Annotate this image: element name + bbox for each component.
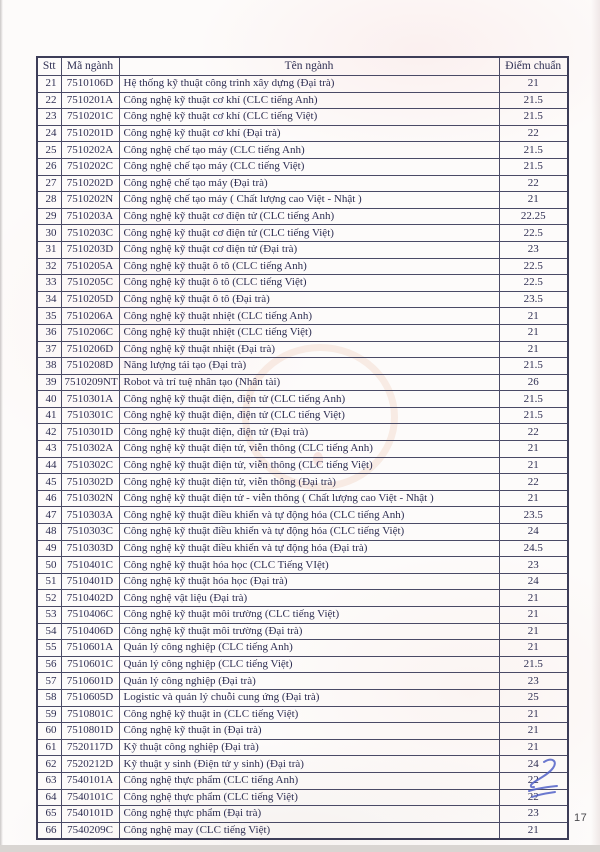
row-number-cell: 40	[37, 391, 61, 408]
major-name-cell: Công nghệ kỹ thuật môi trường (CLC tiếng Việt)	[119, 607, 499, 624]
major-name-cell: Kỹ thuật công nghiệp (Đại trà)	[119, 739, 499, 756]
major-code-cell: 7510303D	[61, 540, 119, 557]
row-number-cell: 47	[37, 507, 61, 524]
row-number-cell: 30	[37, 225, 61, 242]
row-number-cell: 21	[37, 76, 61, 93]
column-header-major-code: Mã ngành	[61, 57, 119, 76]
major-code-cell: 7510801C	[61, 706, 119, 723]
major-code-cell: 7510209NT	[61, 374, 119, 391]
score-cell: 22.5	[499, 225, 568, 242]
major-name-cell: Công nghệ kỹ thuật cơ khí (CLC tiếng Việt)	[119, 109, 499, 126]
table-row	[37, 275, 568, 292]
major-code-cell: 7510201C	[61, 109, 119, 126]
row-number-cell: 39	[37, 374, 61, 391]
score-cell: 21	[499, 308, 568, 325]
major-name-cell: Công nghệ kỹ thuật in (CLC tiếng Việt)	[119, 706, 499, 723]
row-number-cell: 65	[37, 806, 61, 823]
major-name-cell: Công nghệ thực phẩm (CLC tiếng Anh)	[119, 772, 499, 789]
major-code-cell: 7510202C	[61, 158, 119, 175]
score-cell: 21	[499, 623, 568, 640]
table-row	[37, 241, 568, 258]
major-name-cell: Hệ thống kỹ thuật công trình xây dựng (Đại trà)	[119, 76, 499, 93]
table-row	[37, 358, 568, 375]
major-name-cell: Công nghệ kỹ thuật ô tô (CLC tiếng Việt)	[119, 275, 499, 292]
table-row	[37, 607, 568, 624]
table-row	[37, 756, 568, 773]
table-row	[37, 689, 568, 706]
row-number-cell: 36	[37, 324, 61, 341]
table-row	[37, 772, 568, 789]
score-cell: 21.5	[499, 407, 568, 424]
major-code-cell: 7510203A	[61, 208, 119, 225]
major-code-cell: 7510302D	[61, 474, 119, 491]
score-cell: 21.5	[499, 92, 568, 109]
major-code-cell: 7510302C	[61, 457, 119, 474]
table-row	[37, 391, 568, 408]
table-row	[37, 324, 568, 341]
table-row	[37, 540, 568, 557]
score-cell: 21	[499, 441, 568, 458]
row-number-cell: 34	[37, 291, 61, 308]
major-code-cell: 7510303C	[61, 524, 119, 541]
handwritten-signature-mark	[520, 756, 572, 806]
score-cell: 24	[499, 524, 568, 541]
row-number-cell: 50	[37, 557, 61, 574]
table-row	[37, 706, 568, 723]
table-row	[37, 623, 568, 640]
score-cell: 21	[499, 607, 568, 624]
major-name-cell: Công nghệ kỹ thuật cơ điện tử (CLC tiếng Anh)	[119, 208, 499, 225]
column-header-stt: Stt	[37, 57, 61, 76]
major-name-cell: Công nghệ kỹ thuật điều khiển và tự động hóa (CLC tiếng Anh)	[119, 507, 499, 524]
major-name-cell: Công nghệ kỹ thuật điện, điện tử (CLC tiếng Anh)	[119, 391, 499, 408]
table-row	[37, 474, 568, 491]
table-row	[37, 656, 568, 673]
major-code-cell: 7510406C	[61, 607, 119, 624]
major-code-cell: 7510206D	[61, 341, 119, 358]
major-code-cell: 7510301D	[61, 424, 119, 441]
major-name-cell: Công nghệ kỹ thuật cơ khí (Đại trà)	[119, 125, 499, 142]
table-row	[37, 341, 568, 358]
table-row	[37, 76, 568, 93]
score-cell: 21	[499, 739, 568, 756]
row-number-cell: 35	[37, 308, 61, 325]
major-name-cell: Công nghệ kỹ thuật điện tử, viễn thông (CLC tiếng Việt)	[119, 457, 499, 474]
score-cell: 22	[499, 125, 568, 142]
table-row	[37, 441, 568, 458]
page-number: 17	[574, 812, 588, 824]
table-row	[37, 175, 568, 192]
major-code-cell: 7510205D	[61, 291, 119, 308]
major-name-cell: Công nghệ kỹ thuật nhiệt (CLC tiếng Anh)	[119, 308, 499, 325]
table-row	[37, 457, 568, 474]
table-row	[37, 374, 568, 391]
major-code-cell: 7510401C	[61, 557, 119, 574]
major-name-cell: Công nghệ kỹ thuật hóa học (CLC Tiếng VIệt)	[119, 557, 499, 574]
row-number-cell: 23	[37, 109, 61, 126]
major-name-cell: Công nghệ kỹ thuật in (Đại trà)	[119, 723, 499, 740]
major-code-cell: 7510801D	[61, 723, 119, 740]
major-code-cell: 7510605D	[61, 689, 119, 706]
row-number-cell: 66	[37, 822, 61, 839]
major-code-cell: 7510301A	[61, 391, 119, 408]
row-number-cell: 57	[37, 673, 61, 690]
table-row	[37, 557, 568, 574]
row-number-cell: 56	[37, 656, 61, 673]
score-cell: 21.5	[499, 358, 568, 375]
major-code-cell: 7510601D	[61, 673, 119, 690]
major-name-cell: Logistic và quản lý chuỗi cung ứng (Đại trà)	[119, 689, 499, 706]
row-number-cell: 46	[37, 490, 61, 507]
row-number-cell: 26	[37, 158, 61, 175]
major-name-cell: Kỹ thuật y sinh (Điện tử y sinh) (Đại trà)	[119, 756, 499, 773]
major-code-cell: 7510301C	[61, 407, 119, 424]
major-name-cell: Công nghệ kỹ thuật ô tô (Đại trà)	[119, 291, 499, 308]
table-row	[37, 109, 568, 126]
major-name-cell: Công nghệ chế tạo máy (Đại trà)	[119, 175, 499, 192]
major-name-cell: Công nghệ kỹ thuật điều khiển và tự động hóa (CLC tiếng Việt)	[119, 524, 499, 541]
table-row	[37, 789, 568, 806]
table-row	[37, 158, 568, 175]
row-number-cell: 24	[37, 125, 61, 142]
row-number-cell: 41	[37, 407, 61, 424]
score-cell: 21.5	[499, 656, 568, 673]
score-cell: 22.5	[499, 275, 568, 292]
major-code-cell: 7510201D	[61, 125, 119, 142]
score-cell: 21	[499, 192, 568, 209]
table-row	[37, 490, 568, 507]
table-row	[37, 822, 568, 839]
major-code-cell: 7510202A	[61, 142, 119, 159]
score-cell: 21	[499, 457, 568, 474]
major-name-cell: Công nghệ kỹ thuật nhiệt (Đại trà)	[119, 341, 499, 358]
major-name-cell: Quản lý công nghiệp (Đại trà)	[119, 673, 499, 690]
table-row	[37, 92, 568, 109]
row-number-cell: 29	[37, 208, 61, 225]
major-name-cell: Công nghệ chế tạo máy (CLC tiếng Anh)	[119, 142, 499, 159]
table-row	[37, 208, 568, 225]
row-number-cell: 60	[37, 723, 61, 740]
row-number-cell: 61	[37, 739, 61, 756]
score-cell: 23.5	[499, 507, 568, 524]
score-cell: 21	[499, 723, 568, 740]
row-number-cell: 28	[37, 192, 61, 209]
score-cell: 21	[499, 76, 568, 93]
major-code-cell: 7510202D	[61, 175, 119, 192]
score-cell: 22	[499, 474, 568, 491]
major-code-cell: 7510601A	[61, 640, 119, 657]
column-header-score: Điểm chuẩn	[499, 57, 568, 76]
major-name-cell: Quản lý công nghiệp (CLC tiếng Việt)	[119, 656, 499, 673]
major-name-cell: Công nghệ kỹ thuật cơ khí (CLC tiếng Anh)	[119, 92, 499, 109]
table-row	[37, 291, 568, 308]
score-cell: 24	[499, 573, 568, 590]
table-row	[37, 673, 568, 690]
row-number-cell: 33	[37, 275, 61, 292]
major-code-cell: 7510206A	[61, 308, 119, 325]
table-row	[37, 192, 568, 209]
column-header-major-name: Tên ngành	[119, 57, 499, 76]
row-number-cell: 27	[37, 175, 61, 192]
row-number-cell: 37	[37, 341, 61, 358]
major-name-cell: Quản lý công nghiệp (CLC tiếng Anh)	[119, 640, 499, 657]
major-name-cell: Công nghệ thực phẩm (Đại trà)	[119, 806, 499, 823]
row-number-cell: 53	[37, 607, 61, 624]
row-number-cell: 62	[37, 756, 61, 773]
score-cell: 22	[499, 789, 568, 806]
major-code-cell: 7510302A	[61, 441, 119, 458]
major-code-cell: 7520117D	[61, 739, 119, 756]
score-cell: 21	[499, 706, 568, 723]
major-code-cell: 7510202N	[61, 192, 119, 209]
major-code-cell: 7510106D	[61, 76, 119, 93]
row-number-cell: 52	[37, 590, 61, 607]
score-cell: 23.5	[499, 291, 568, 308]
row-number-cell: 48	[37, 524, 61, 541]
major-name-cell: Công nghệ kỹ thuật điều khiển và tự động hóa (Đại trà)	[119, 540, 499, 557]
score-cell: 21	[499, 490, 568, 507]
row-number-cell: 54	[37, 623, 61, 640]
score-cell: 21.5	[499, 391, 568, 408]
row-number-cell: 63	[37, 772, 61, 789]
score-cell: 21.5	[499, 109, 568, 126]
major-code-cell: 7510203D	[61, 241, 119, 258]
score-cell: 24	[499, 756, 568, 773]
major-code-cell: 7540101C	[61, 789, 119, 806]
major-code-cell: 7540101D	[61, 806, 119, 823]
table-body	[37, 76, 568, 840]
row-number-cell: 38	[37, 358, 61, 375]
major-code-cell: 7510303A	[61, 507, 119, 524]
score-cell: 21	[499, 324, 568, 341]
table-row	[37, 524, 568, 541]
row-number-cell: 51	[37, 573, 61, 590]
major-name-cell: Công nghệ vật liệu (Đại trà)	[119, 590, 499, 607]
score-cell: 21	[499, 822, 568, 839]
major-code-cell: 7510205C	[61, 275, 119, 292]
row-number-cell: 45	[37, 474, 61, 491]
admission-scores-table	[36, 56, 569, 840]
major-name-cell: Công nghệ kỹ thuật nhiệt (CLC tiếng Việt)	[119, 324, 499, 341]
score-cell: 22	[499, 175, 568, 192]
row-number-cell: 58	[37, 689, 61, 706]
major-name-cell: Công nghệ kỹ thuật cơ điện tử (Đại trà)	[119, 241, 499, 258]
major-code-cell: 7510402D	[61, 590, 119, 607]
major-name-cell: Công nghệ chế tạo máy (CLC tiếng Việt)	[119, 158, 499, 175]
major-code-cell: 7510206C	[61, 324, 119, 341]
score-cell: 25	[499, 689, 568, 706]
table-row	[37, 125, 568, 142]
table-row	[37, 407, 568, 424]
table-row	[37, 723, 568, 740]
major-name-cell: Công nghệ kỹ thuật điện tử - viễn thông ( Chất lượng cao Việt - Nhật )	[119, 490, 499, 507]
major-name-cell: Công nghệ kỹ thuật hóa học (Đại trà)	[119, 573, 499, 590]
table-row	[37, 258, 568, 275]
major-name-cell: Công nghệ may (CLC tiếng Việt)	[119, 822, 499, 839]
row-number-cell: 59	[37, 706, 61, 723]
score-cell: 23	[499, 241, 568, 258]
table-row	[37, 308, 568, 325]
row-number-cell: 43	[37, 441, 61, 458]
major-name-cell: Công nghệ kỹ thuật điện, điện tử (Đại trà)	[119, 424, 499, 441]
major-code-cell: 7510601C	[61, 656, 119, 673]
row-number-cell: 31	[37, 241, 61, 258]
major-name-cell: Công nghệ kỹ thuật điện tử, viễn thông (CLC tiếng Anh)	[119, 441, 499, 458]
row-number-cell: 64	[37, 789, 61, 806]
table-row	[37, 739, 568, 756]
table-header-row	[37, 57, 568, 76]
major-code-cell: 7510401D	[61, 573, 119, 590]
major-code-cell: 7510201A	[61, 92, 119, 109]
score-cell: 21	[499, 640, 568, 657]
score-cell: 23	[499, 806, 568, 823]
major-name-cell: Công nghệ kỹ thuật ô tô (CLC tiếng Anh)	[119, 258, 499, 275]
score-cell: 22	[499, 424, 568, 441]
major-name-cell: Công nghệ kỹ thuật điện, điện tử (CLC tiếng Việt)	[119, 407, 499, 424]
major-name-cell: Công nghệ kỹ thuật điện tử, viễn thông (Đại trà)	[119, 474, 499, 491]
table-row	[37, 142, 568, 159]
score-cell: 21.5	[499, 158, 568, 175]
table-row	[37, 424, 568, 441]
major-code-cell: 7520212D	[61, 756, 119, 773]
score-cell: 21	[499, 590, 568, 607]
row-number-cell: 42	[37, 424, 61, 441]
page-edge-left	[0, 0, 3, 852]
major-code-cell: 7510203C	[61, 225, 119, 242]
table-row	[37, 507, 568, 524]
major-code-cell: 7510406D	[61, 623, 119, 640]
row-number-cell: 49	[37, 540, 61, 557]
score-cell: 21	[499, 341, 568, 358]
major-name-cell: Năng lượng tái tạo (Đại trà)	[119, 358, 499, 375]
major-code-cell: 7540101A	[61, 772, 119, 789]
score-cell: 22.5	[499, 258, 568, 275]
major-name-cell: Công nghệ thực phẩm (CLC tiếng Việt)	[119, 789, 499, 806]
score-cell: 23	[499, 673, 568, 690]
row-number-cell: 25	[37, 142, 61, 159]
table-row	[37, 640, 568, 657]
major-name-cell: Công nghệ chế tạo máy ( Chất lượng cao Việt - Nhật )	[119, 192, 499, 209]
score-cell: 22	[499, 772, 568, 789]
row-number-cell: 32	[37, 258, 61, 275]
row-number-cell: 55	[37, 640, 61, 657]
major-code-cell: 7540209C	[61, 822, 119, 839]
score-cell: 26	[499, 374, 568, 391]
page-edge-bottom	[0, 845, 600, 852]
major-code-cell: 7510208D	[61, 358, 119, 375]
table-row	[37, 590, 568, 607]
table-row	[37, 573, 568, 590]
major-name-cell: Công nghệ kỹ thuật cơ điện tử (CLC tiếng Việt)	[119, 225, 499, 242]
score-cell: 21.5	[499, 142, 568, 159]
major-code-cell: 7510302N	[61, 490, 119, 507]
major-name-cell: Robot và trí tuệ nhân tạo (Nhân tài)	[119, 374, 499, 391]
major-name-cell: Công nghệ kỹ thuật môi trường (Đại trà)	[119, 623, 499, 640]
score-cell: 22.25	[499, 208, 568, 225]
row-number-cell: 44	[37, 457, 61, 474]
page-edge-right	[591, 0, 600, 852]
major-code-cell: 7510205A	[61, 258, 119, 275]
table-row	[37, 225, 568, 242]
row-number-cell: 22	[37, 92, 61, 109]
table-row	[37, 806, 568, 823]
score-cell: 24.5	[499, 540, 568, 557]
score-cell: 23	[499, 557, 568, 574]
